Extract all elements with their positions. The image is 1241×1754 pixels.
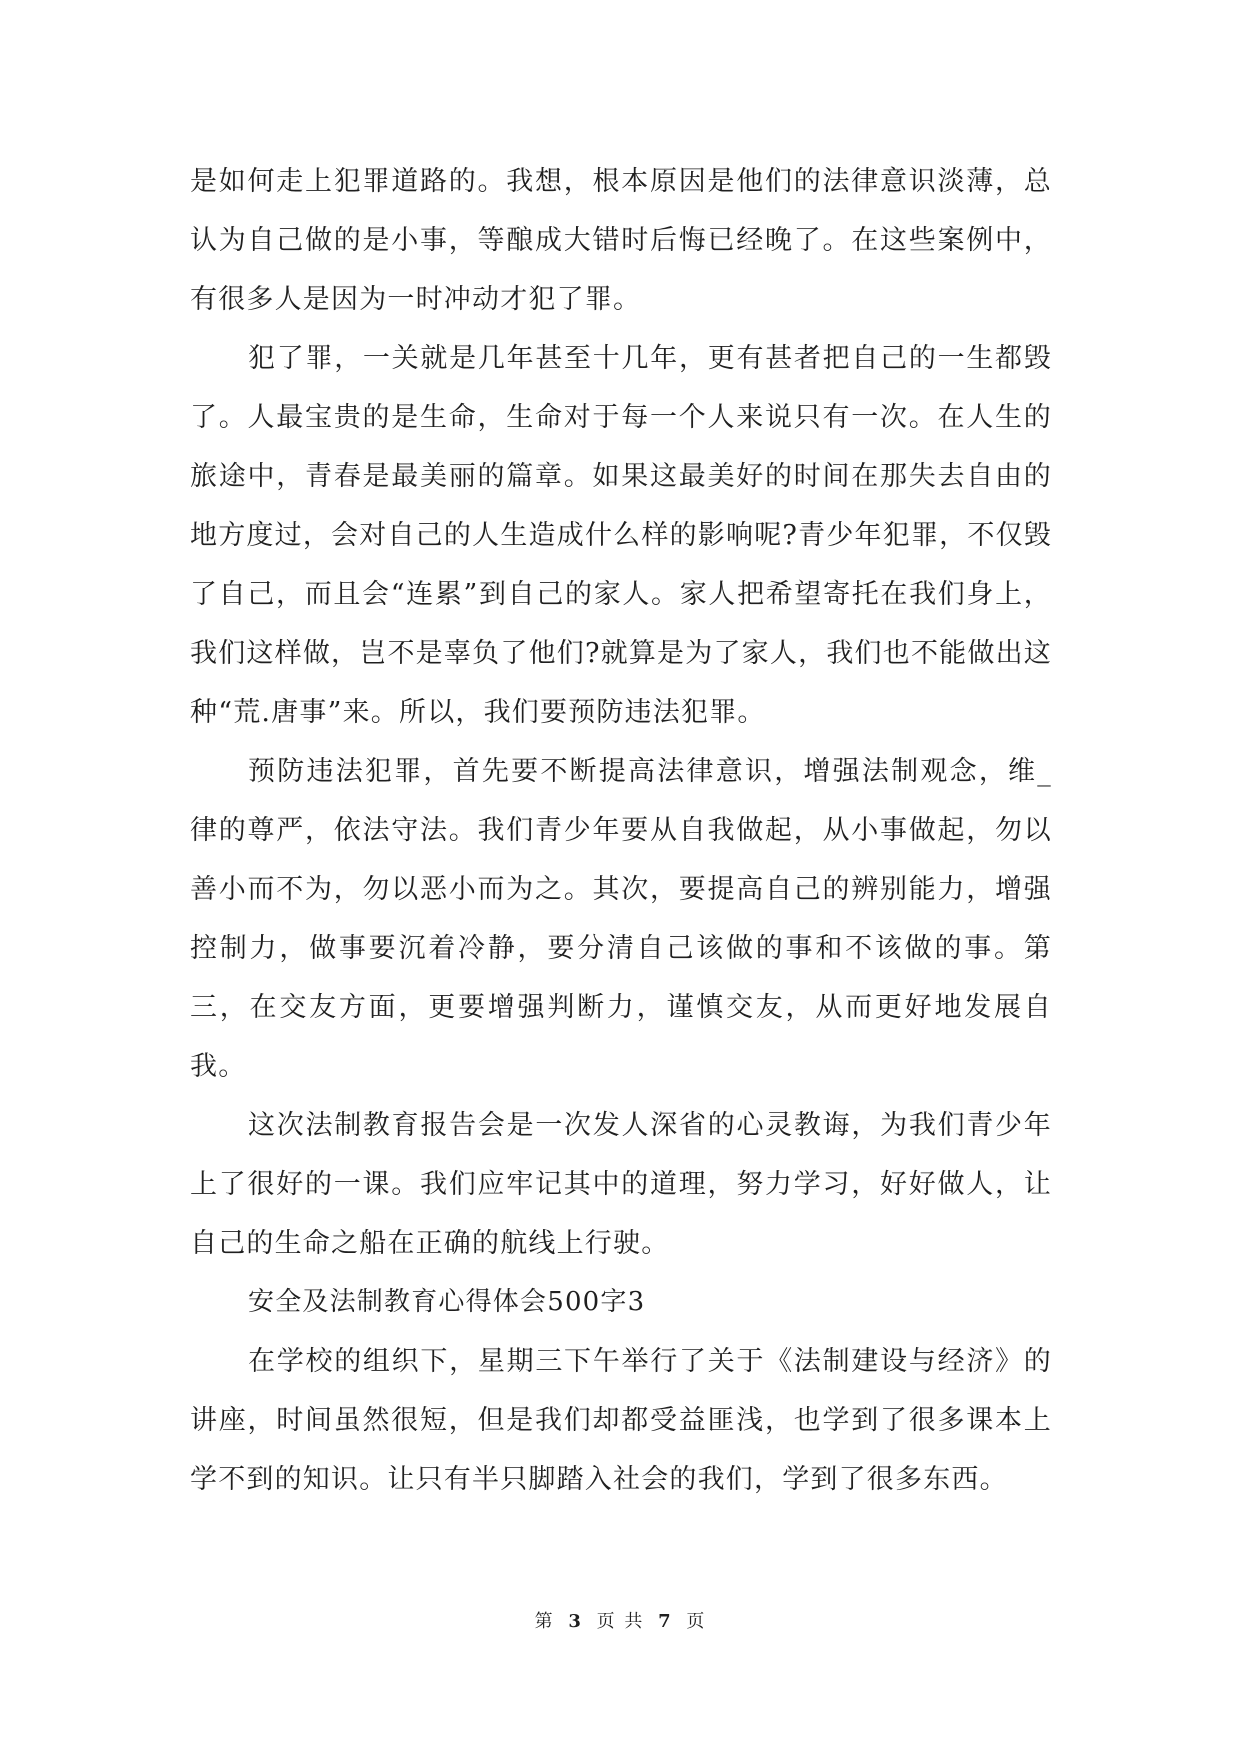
section-heading: 安全及法制教育心得体会500字3 <box>248 1287 646 1317</box>
document-body <box>190 152 1052 1509</box>
current-page-number: 3 <box>568 1611 583 1632</box>
page-footer <box>0 1607 1241 1633</box>
paragraph-2: 犯了罪，一关就是几年甚至十几年，更有甚者把自己的一生都毁了。人最宝贵的是生命，生命对于每一个人来说只有一次。在人生的旅途中，青春是最美丽的篇章。如果这最美好的时间在那失去自由的地方度过，会对自己的人生造成什么样的影响呢?青少年犯罪，不仅毁了自己，而且会“连累”到自己的家人。家人把希望寄托在我们身上，我们这样做，岂不是辜负了他们?就算是为了家人，我们也不能做出这种“荒.唐事”来。所以，我们要预防违法犯罪。 <box>190 343 1052 728</box>
paragraph-4: 这次法制教育报告会是一次发人深省的心灵教诲，为我们青少年上了很好的一课。我们应牢记其中的道理，努力学习，好好做人，让自己的生命之船在正确的航线上行驶。 <box>190 1110 1052 1259</box>
paragraph-1: 是如何走上犯罪道路的。我想，根本原因是他们的法律意识淡薄，总认为自己做的是小事，等酿成大错时后悔已经晚了。在这些案例中，有很多人是因为一时冲动才犯了罪。 <box>190 166 1052 315</box>
footer-prefix: 第 <box>534 1611 555 1632</box>
total-page-number: 7 <box>658 1611 673 1632</box>
footer-suffix: 页 <box>686 1611 707 1632</box>
paragraph-5: 在学校的组织下，星期三下午举行了关于《法制建设与经济》的讲座，时间虽然很短，但是我们却都受益匪浅，也学到了很多课本上学不到的知识。让只有半只脚踏入社会的我们，学到了很多东西。 <box>190 1346 1052 1495</box>
paragraph-3: 预防违法犯罪，首先要不断提高法律意识，增强法制观念，维_律的尊严，依法守法。我们青少年要从自我做起，从小事做起，勿以善小而不为，勿以恶小而为之。其次，要提高自己的辨别能力，增强控制力，做事要沉着冷静，要分清自己该做的事和不该做的事。第三，在交友方面，更要增强判断力，谨慎交友，从而更好地发展自我。 <box>190 756 1052 1082</box>
footer-middle: 页 共 <box>596 1611 645 1632</box>
